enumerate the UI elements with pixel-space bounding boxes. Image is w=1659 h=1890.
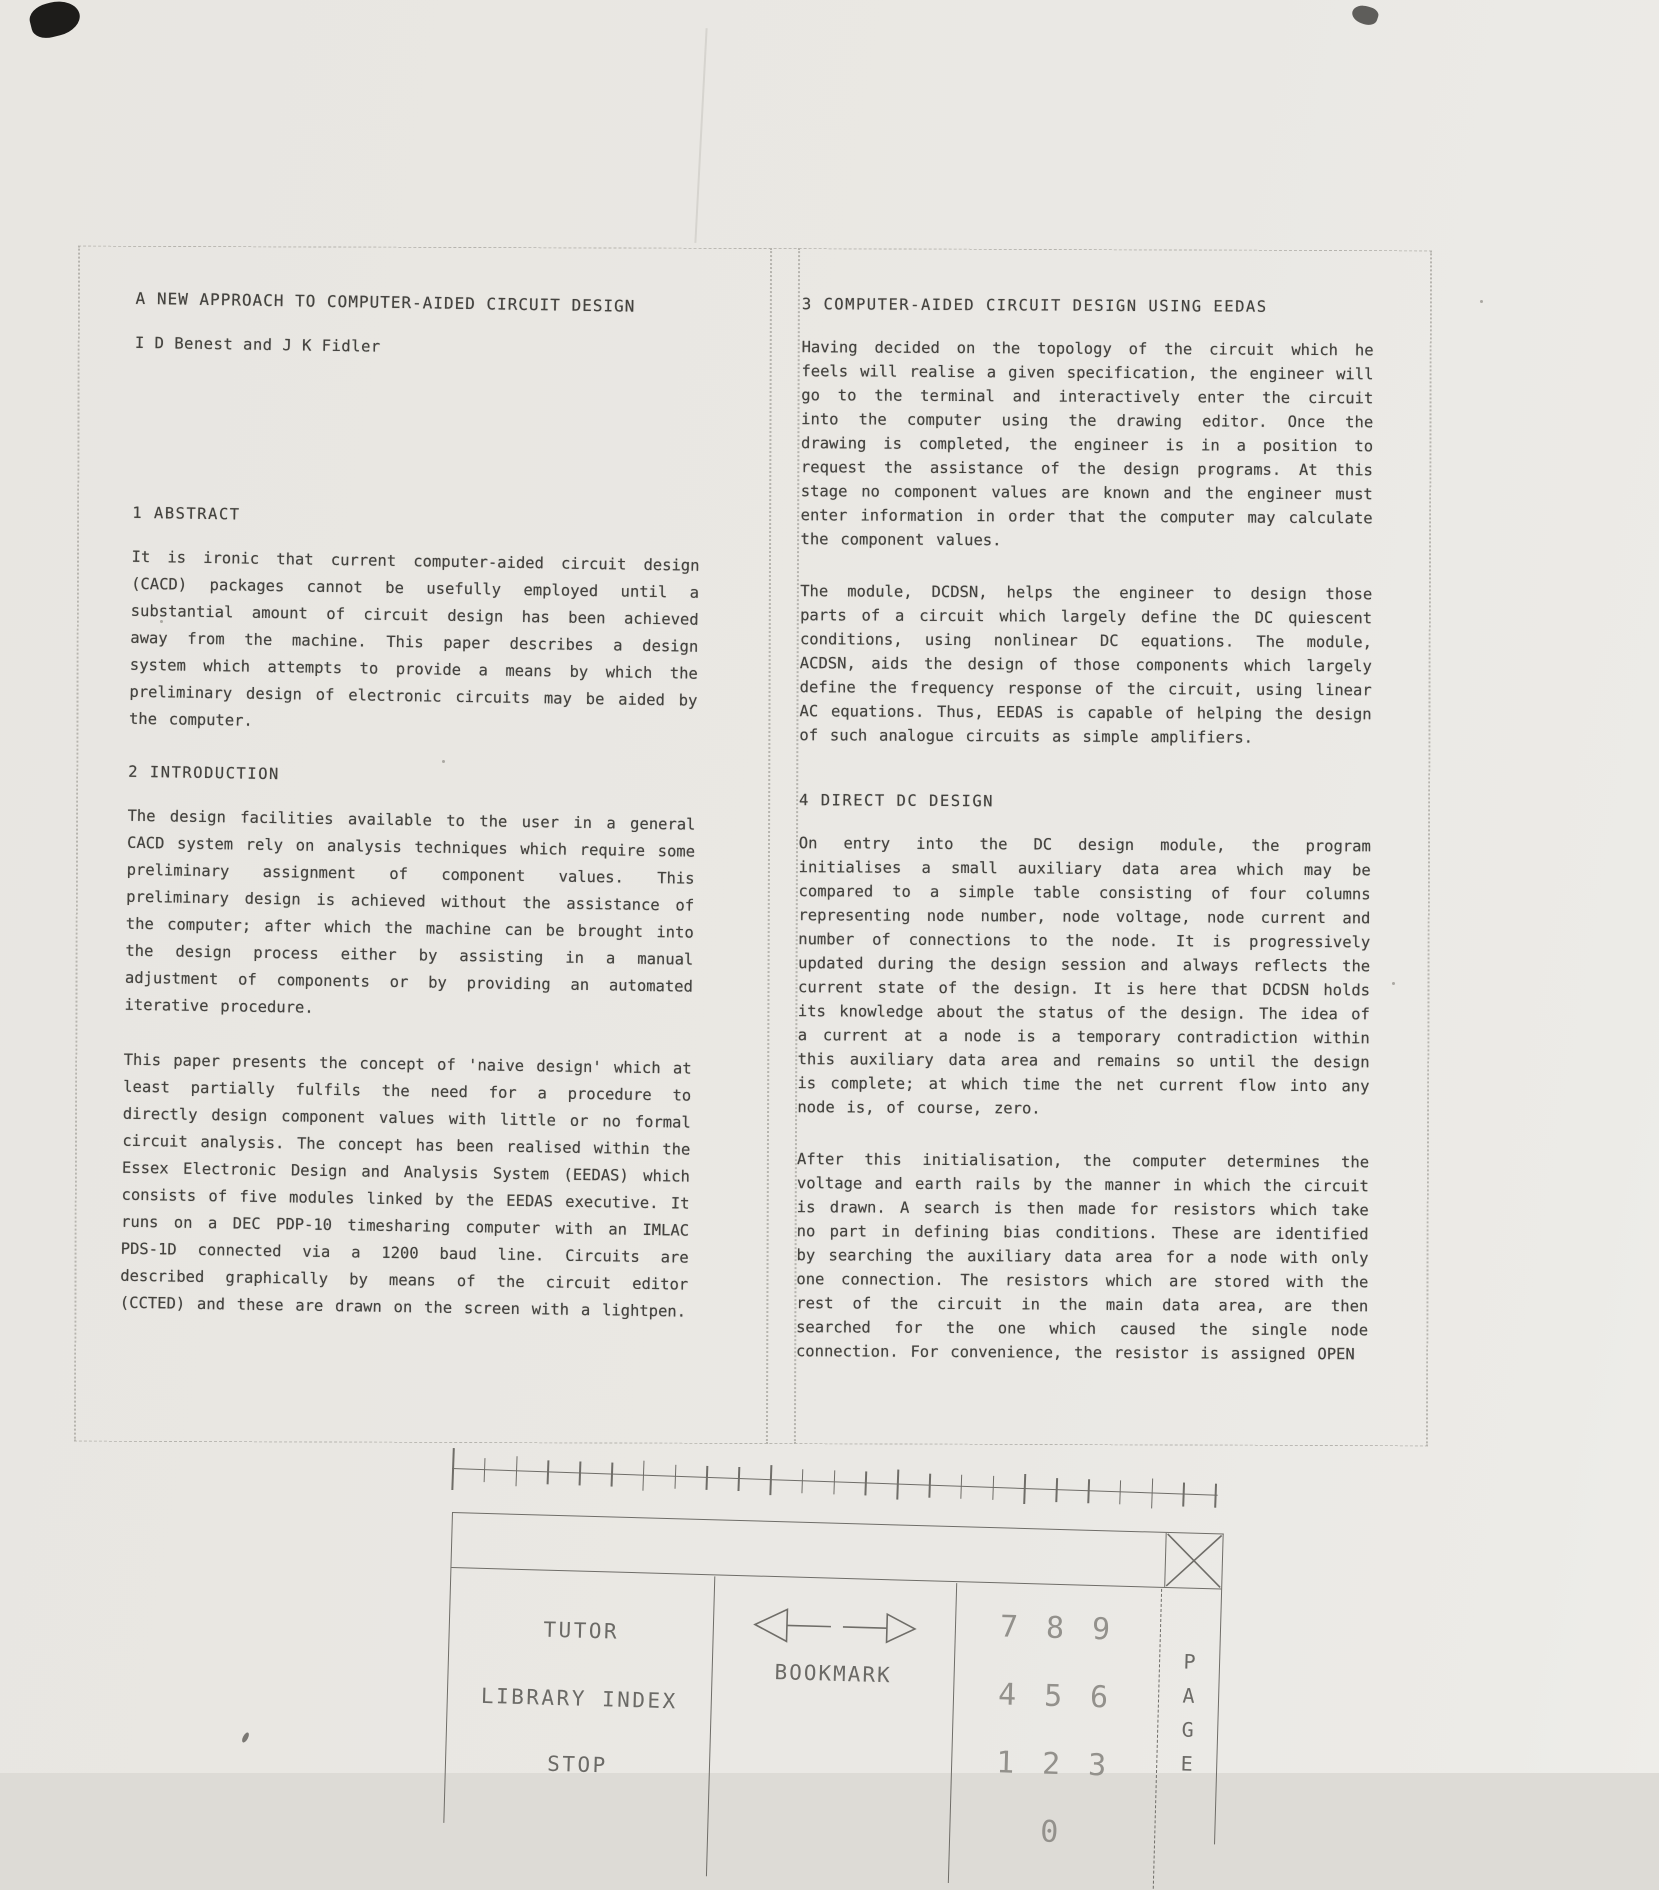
panel-body xyxy=(444,1569,1221,1850)
dc-design-paragraph-1: On entry into the DC design module, the program initialises a small auxiliary data area which may be compared to a simple table consisting of four columns representing node number, node voltage, node current and number of connections to the node. It is progressively updated during the design session and always reflects the current state of the design. It is here that DCDSN holds its knowledge about the status of the design. The idea of a current at a node is a temporary contradiction within this auxiliary data area and remains so until the design is complete; at which time the net current flow into any node is, of course, zero. xyxy=(797,834,1371,1118)
page-indicator-letter: P xyxy=(1183,1648,1196,1674)
eedas-paragraph-1: Having decided on the topology of the circuit which he feels will realise a given specification, the engineer will go to the terminal and interactively enter the circuit into the computer using the drawing editor. Once the drawing is completed, the engineer is in a position to request the assistance of the design programs. At this stage no component values are known and the engineer must enter information in order that the computer may calculate the component values. xyxy=(800,338,1374,550)
dc-design-paragraph-2: After this initialisation, the computer determines the voltage and earth rails by the manner in which the circuit is drawn. A search is then made for resistors which take no part in defining bias conditions. These are identified by searching the auxiliary data area for a node with only one connection. The resistors which are stored with the rest of the circuit in the main data area, are then searched for the one which caused the single node connection. For convenience, the resistor is assigned OPEN xyxy=(795,1150,1370,1364)
document-sheet xyxy=(74,246,1432,1447)
page-gutter xyxy=(766,248,800,1444)
measurement-ruler xyxy=(451,1449,1222,1520)
bookmark-label[interactable]: BOOKMARK xyxy=(774,1659,893,1687)
keypad-key-2[interactable]: 2 xyxy=(1041,1746,1061,1782)
tutor-button[interactable]: TUTOR xyxy=(449,1614,713,1645)
introduction-paragraph-1: The design facilities available to the user in a general CACD system rely on analysis techniques which require some preliminary assignment of component values. This preliminary design is achieved without the assistance of the computer; after which the machine can be brought into the design process either by assisting in a manual adjustment of components or by providing an automated iterative procedure. xyxy=(124,806,696,1017)
page-indicator-letter: A xyxy=(1182,1682,1196,1708)
keypad-key-5[interactable]: 5 xyxy=(1043,1678,1063,1714)
keypad-key-1[interactable]: 1 xyxy=(995,1744,1015,1781)
stop-button[interactable]: STOP xyxy=(446,1748,710,1779)
paper-authors: I D Benest and J K Fidler xyxy=(134,333,381,356)
scan-artifact-blob xyxy=(27,0,84,42)
keypad-key-4[interactable]: 4 xyxy=(997,1676,1017,1713)
section-heading-direct-dc-design: 4 DIRECT DC DESIGN xyxy=(799,791,995,811)
page-indicator-letter: E xyxy=(1180,1750,1194,1776)
introduction-paragraph-2: This paper presents the concept of 'naive design' which at least partially fulfils the need for a procedure to directly design component values with little or no formal circuit analysis. The concept has been realised within the Essex Electronic Design and Analysis System (EEDAS) which consists of five modules linked by the EEDAS executive. It runs on a DEC PDP-10 timesharing computer with an IMLAC PDS-1D connected via a 1200 baud line. Circuits are described graphically by means of the circuit editor (CCTED) and these are drawn on the screen with a lightpen. xyxy=(119,1050,692,1321)
keypad-key-8[interactable]: 8 xyxy=(1045,1610,1065,1646)
page-indicator-column xyxy=(1153,1588,1221,1890)
paper-title: A NEW APPROACH TO COMPUTER-AIDED CIRCUIT DESIGN xyxy=(135,288,636,316)
panel-command-column xyxy=(443,1569,714,1876)
library-index-button[interactable]: LIBRARY INDEX xyxy=(448,1682,712,1713)
keypad-key-0-partial[interactable]: 0 xyxy=(1039,1814,1059,1850)
document-right-column xyxy=(796,281,1374,1366)
x-box-icon xyxy=(1165,1533,1222,1589)
bookmark-arrows-icon[interactable] xyxy=(744,1601,925,1652)
eedas-paragraph-2: The module, DCDSN, helps the engineer to design those parts of a circuit which largely define the DC quiescent conditions, using nonlinear DC equations. The module, ACDSN, aids the design of those components which largely define the frequency response of the circuit, using linear AC equations. Thus, EEDAS is capable of helping the design of such analogue circuits as simple amplifiers. xyxy=(799,582,1373,747)
scan-artifact-speck xyxy=(1480,300,1483,303)
document-left-column xyxy=(120,277,704,1326)
page-indicator-letter: G xyxy=(1181,1716,1195,1742)
section-heading-introduction: 2 INTRODUCTION xyxy=(128,762,280,784)
section-heading-abstract: 1 ABSTRACT xyxy=(132,503,241,524)
reader-control-panel xyxy=(443,1512,1223,1850)
bookmark-control[interactable] xyxy=(706,1576,956,1883)
keypad-key-9[interactable]: 9 xyxy=(1091,1611,1111,1647)
scan-artifact-blob xyxy=(1350,2,1380,27)
section-heading-eedas: 3 COMPUTER-AIDED CIRCUIT DESIGN USING EEDAS xyxy=(801,295,1268,316)
keypad-key-7[interactable]: 7 xyxy=(999,1608,1019,1645)
keypad-key-6[interactable]: 6 xyxy=(1089,1679,1109,1715)
scan-artifact-crease xyxy=(694,28,707,243)
numeric-keypad xyxy=(948,1583,1161,1889)
keypad-key-3[interactable]: 3 xyxy=(1087,1747,1107,1783)
page-marker-box[interactable] xyxy=(1164,1533,1222,1589)
abstract-paragraph: It is ironic that current computer-aided circuit design (CACD) packages cannot be usefully employed until a substantial amount of circuit design has been achieved away from the machine. This paper describes a design system which attempts to provide a means by which the preliminary design of electronic circuits may be aided by the computer. xyxy=(128,547,700,730)
scan-artifact-mark xyxy=(241,1731,251,1743)
